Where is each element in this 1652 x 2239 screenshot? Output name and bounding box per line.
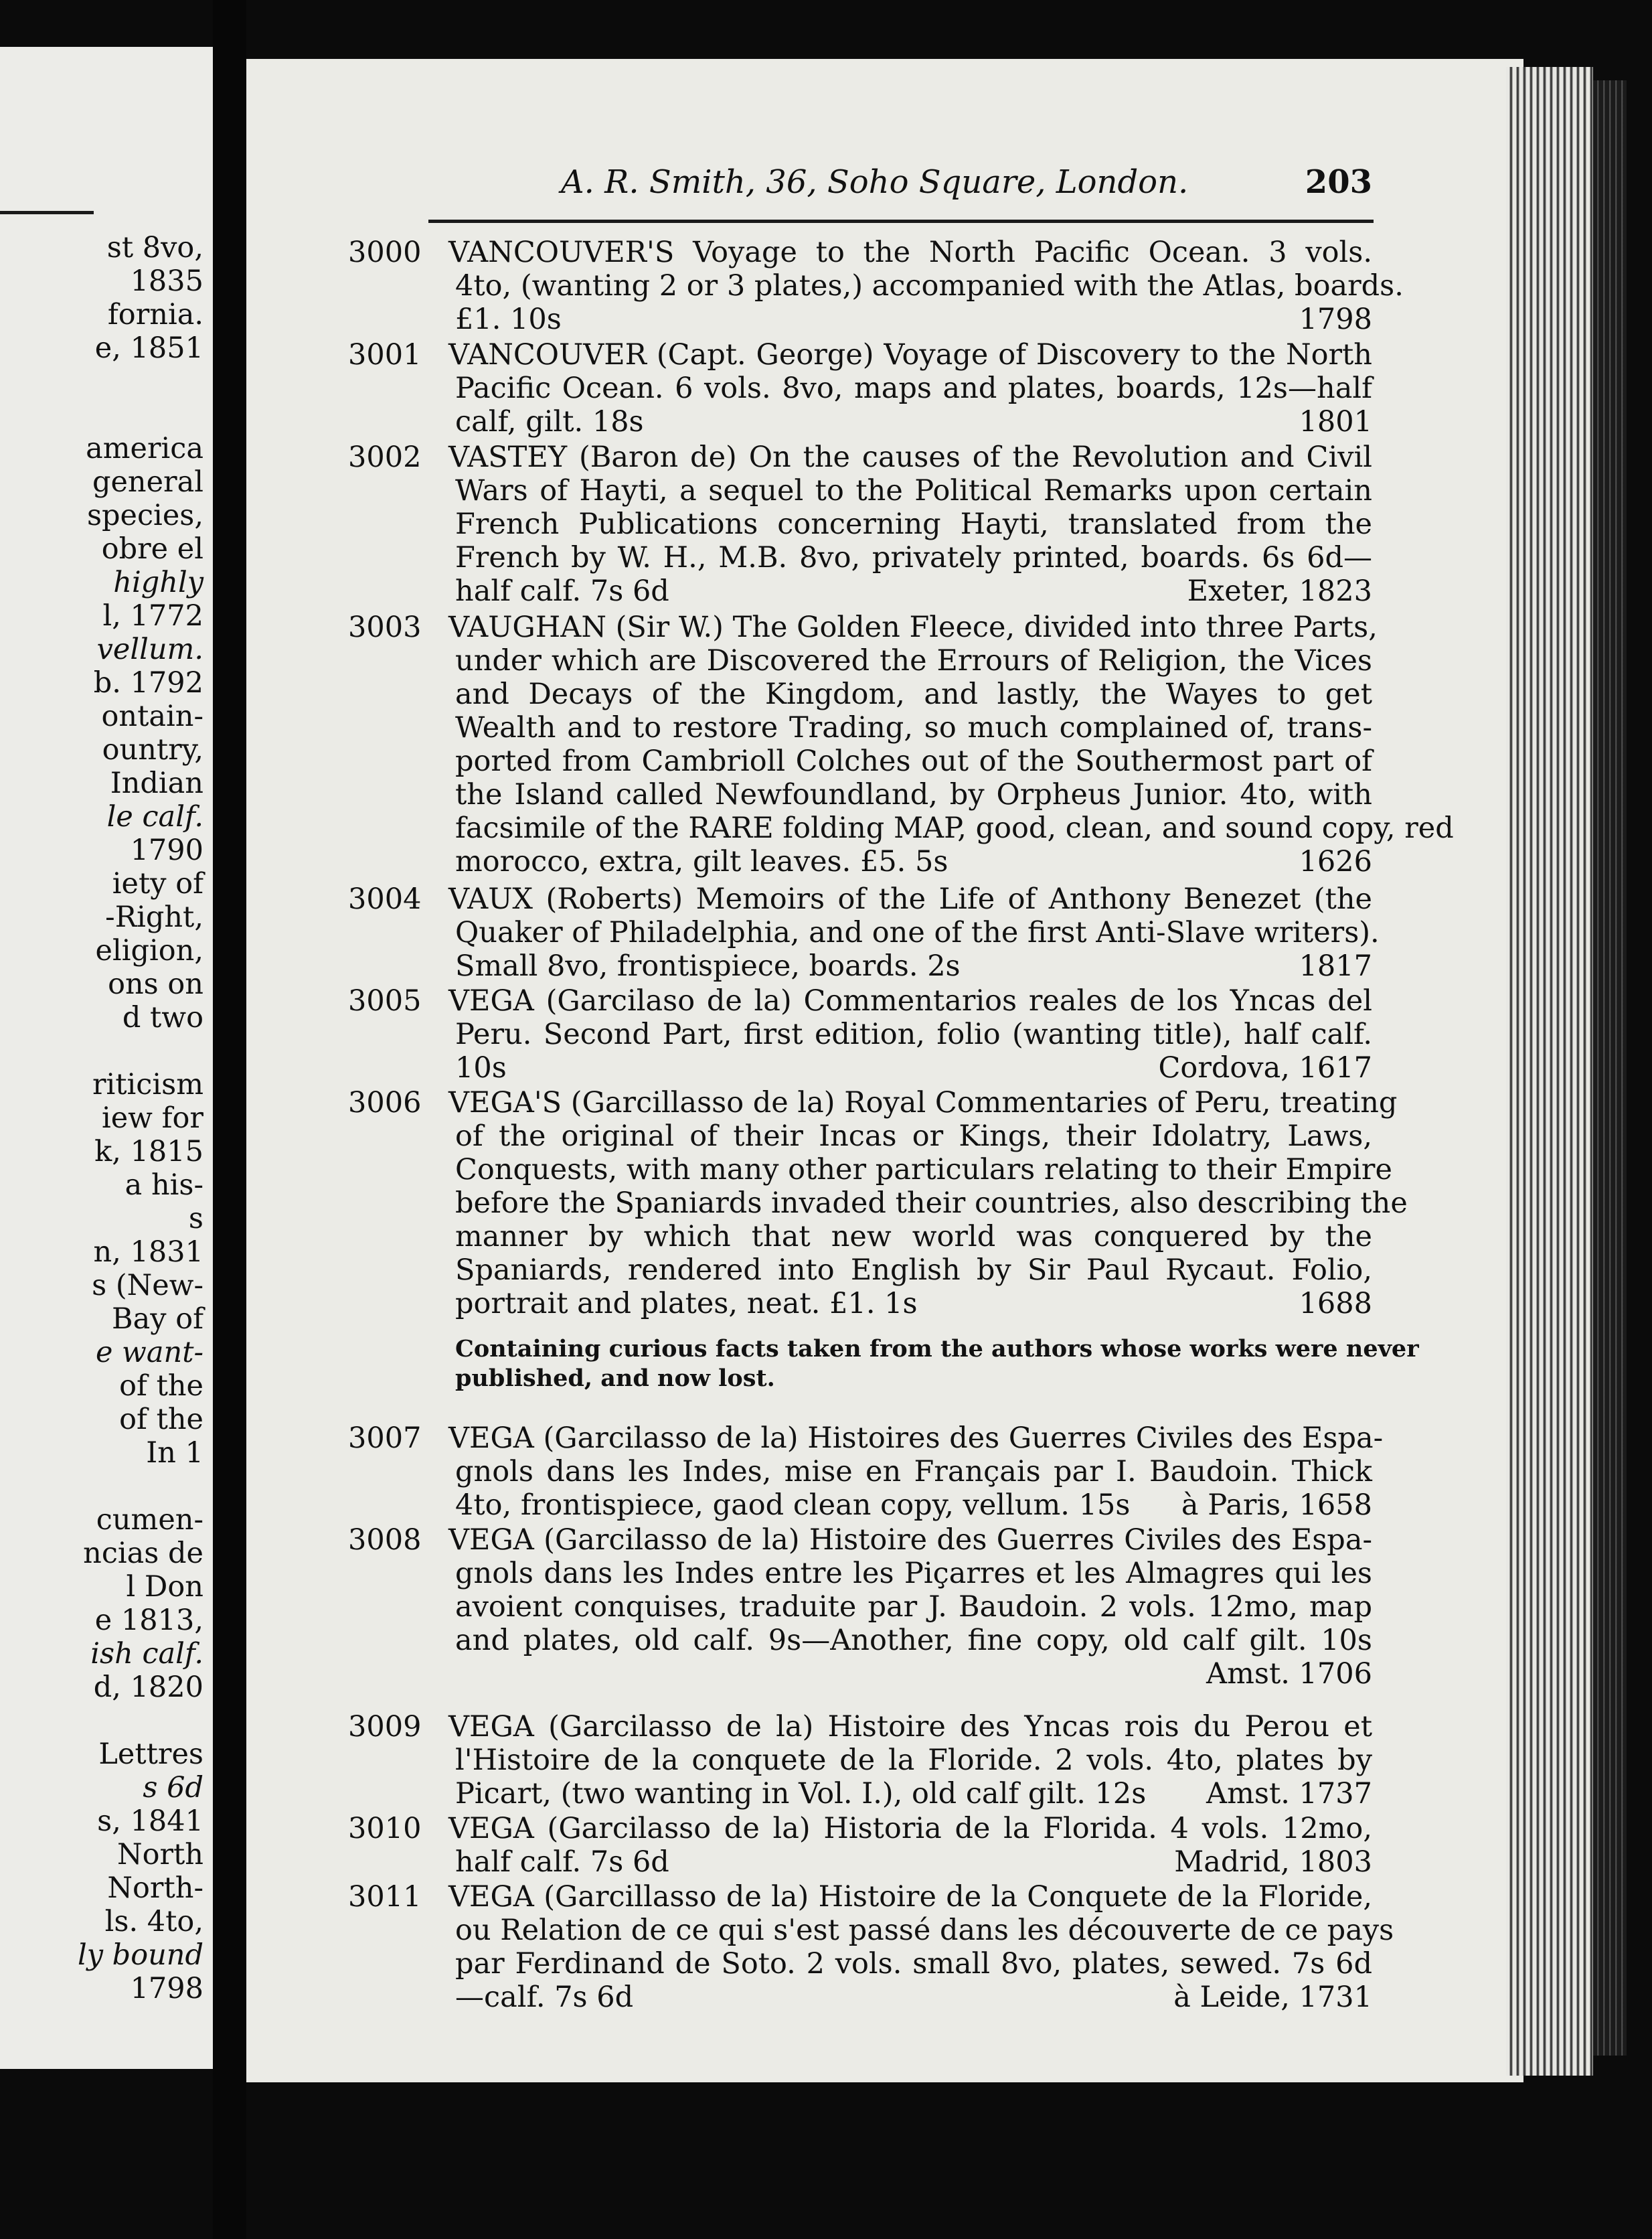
entry-text-line: gnols dans les Indes, mise en Français par I. Baudoin. Thick — [455, 1455, 1372, 1488]
left-page-line: ontain- — [101, 700, 203, 733]
entry-number: 3009 — [348, 1710, 422, 1744]
left-page-line: highly — [113, 566, 203, 599]
entry-text-line: VAUX (Roberts) Memoirs of the Life of Anthony Benezet (the — [448, 882, 1372, 916]
entry-text-line: VASTEY (Baron de) On the causes of the Revolution and Civil — [448, 441, 1372, 474]
entry-number: 3004 — [348, 882, 422, 916]
left-page-line: 1790 — [130, 834, 203, 867]
left-page-line: cumen- — [96, 1503, 203, 1537]
entry-imprint: 1817 — [1299, 949, 1372, 983]
entry-text-line: ou Relation de ce qui s'est passé dans les découverte de ce pays — [455, 1914, 1394, 1947]
entry-text-line: VEGA (Garcilasso de la) Histoire des Yncas rois du Perou et — [448, 1710, 1372, 1744]
entry-text-line: before the Spaniards invaded their countries, also describing the — [455, 1186, 1408, 1220]
entry-text-line: —calf. 7s 6d — [455, 1981, 634, 2014]
left-page-line: 1798 — [130, 1972, 203, 2005]
left-page-line: le calf. — [106, 800, 203, 834]
left-page-line: e, 1851 — [94, 331, 203, 365]
entry-text-line: £1. 10s — [455, 303, 562, 336]
entry-text-line: Small 8vo, frontispiece, boards. 2s — [455, 949, 961, 983]
left-page-line: North — [116, 1838, 203, 1871]
left-page-line: obre el — [101, 532, 203, 566]
entry-text-line: 4to, (wanting 2 or 3 plates,) accompanied with the Atlas, boards. — [455, 269, 1404, 303]
entry-number: 3008 — [348, 1523, 422, 1557]
entry-text-line: Pacific Ocean. 6 vols. 8vo, maps and plates, boards, 12s—half — [455, 372, 1372, 405]
entry-text-line: and Decays of the Kingdom, and lastly, the Wayes to get — [455, 678, 1372, 711]
left-page-line: d, 1820 — [93, 1671, 203, 1704]
left-page-line: l, 1772 — [102, 599, 203, 633]
entry-text-line: facsimile of the RARE folding MAP, good, clean, and sound copy, red — [455, 812, 1454, 845]
left-page-line: s — [188, 1202, 203, 1235]
entry-number: 3000 — [348, 236, 422, 269]
left-page-line: of the — [119, 1403, 203, 1436]
left-page-line: ish calf. — [90, 1637, 203, 1671]
entry-text-line: Wealth and to restore Trading, so much complained of, trans- — [455, 711, 1372, 745]
left-page-line: b. 1792 — [93, 666, 203, 700]
entry-note: Containing curious facts taken from the authors whose works were never — [455, 1335, 1419, 1363]
left-page-line: riticism — [92, 1068, 203, 1101]
entry-imprint: à Leide, 1731 — [1173, 1981, 1372, 2014]
entry-imprint: 1626 — [1299, 845, 1372, 878]
left-page-line: ons on — [108, 968, 203, 1001]
left-page-line: of the — [119, 1369, 203, 1403]
entry-text-line: VEGA'S (Garcillasso de la) Royal Commentaries of Peru, treating — [448, 1086, 1398, 1120]
entry-text-line: gnols dans les Indes entre les Piçarres et les Almagres qui les — [455, 1557, 1372, 1590]
entry-number: 3006 — [348, 1086, 422, 1120]
entry-text-line: French by W. H., M.B. 8vo, privately printed, boards. 6s 6d— — [455, 541, 1372, 574]
left-page-line: s (New- — [92, 1269, 203, 1302]
left-page-line: In 1 — [146, 1436, 203, 1470]
page-number: 203 — [1305, 163, 1372, 201]
entry-text-line: VEGA (Garcilasso de la) Historia de la Florida. 4 vols. 12mo, — [448, 1812, 1372, 1845]
entry-text-line: Peru. Second Part, first edition, folio (wanting title), half calf. — [455, 1018, 1372, 1051]
left-page-line: ly bound — [77, 1938, 203, 1972]
entry-imprint: Amst. 1706 — [1206, 1657, 1372, 1691]
running-head-text: A. R. Smith, 36, Soho Square, London. — [561, 163, 1189, 201]
entry-text-line: manner by which that new world was conquered by the — [455, 1220, 1372, 1253]
entry-text-line: Wars of Hayti, a sequel to the Political Remarks upon certain — [455, 474, 1372, 508]
left-page-line: vellum. — [96, 633, 203, 666]
entry-text-line: avoient conquises, traduite par J. Baudoin. 2 vols. 12mo, map — [455, 1590, 1372, 1624]
entry-imprint: Exeter, 1823 — [1187, 574, 1372, 608]
left-page-line: l Don — [126, 1570, 203, 1604]
entry-text-line: Picart, (two wanting in Vol. I.), old calf gilt. 12s — [455, 1777, 1147, 1810]
entry-number: 3011 — [348, 1880, 422, 1914]
left-page-line: Indian — [110, 767, 203, 800]
left-page-line: iew for — [101, 1101, 203, 1135]
entry-text-line: Conquests, with many other particulars relating to their Empire — [455, 1153, 1392, 1186]
entry-text-line: half calf. 7s 6d — [455, 1845, 669, 1879]
entry-note: published, and now lost. — [455, 1365, 775, 1392]
left-page-line: ls. 4to, — [104, 1905, 203, 1938]
left-page-line: fornia. — [107, 298, 203, 331]
left-page-line: ountry, — [102, 733, 203, 767]
entry-text-line: of the original of their Incas or Kings, their Idolatry, Laws, — [455, 1120, 1372, 1153]
page-edges — [1506, 67, 1593, 2076]
entry-text-line: French Publications concerning Hayti, translated from the — [455, 508, 1372, 541]
entry-number: 3003 — [348, 611, 422, 644]
entry-imprint: 1688 — [1299, 1287, 1372, 1320]
left-page-line: e 1813, — [94, 1604, 203, 1637]
entry-text-line: under which are Discovered the Errours of Religion, the Vices — [455, 644, 1372, 678]
left-page-line: eligion, — [95, 934, 203, 968]
left-page-line: 1835 — [130, 264, 203, 298]
entry-imprint: Madrid, 1803 — [1174, 1845, 1372, 1879]
entry-text-line: VEGA (Garcilasso de la) Histoire des Guerres Civiles des Espa- — [448, 1523, 1372, 1557]
left-page-line: species, — [86, 499, 203, 532]
entry-imprint: à Paris, 1658 — [1181, 1488, 1372, 1522]
entry-text-line: and plates, old calf. 9s—Another, fine copy, old calf gilt. 10s — [455, 1624, 1372, 1657]
header-rule — [428, 220, 1374, 223]
running-head — [561, 163, 1372, 204]
left-page-line: s 6d — [143, 1771, 203, 1804]
entry-text-line: VAUGHAN (Sir W.) The Golden Fleece, divided into three Parts, — [448, 611, 1378, 644]
entry-text-line: 10s — [455, 1051, 507, 1085]
left-page-line: -Right, — [105, 901, 203, 934]
left-page-line: Lettres — [98, 1738, 203, 1771]
left-page-line: ncias de — [83, 1537, 203, 1570]
entry-text-line: 4to, frontispiece, gaod clean copy, vellum. 15s — [455, 1488, 1131, 1522]
entry-imprint: 1798 — [1299, 303, 1372, 336]
entry-text-line: VEGA (Garcilaso de la) Commentarios reales de los Yncas del — [448, 984, 1372, 1018]
entry-text-line: Quaker of Philadelphia, and one of the first Anti-Slave writers). — [455, 916, 1380, 949]
left-page-line: st 8vo, — [106, 231, 203, 264]
entry-text-line: morocco, extra, gilt leaves. £5. 5s — [455, 845, 948, 878]
entry-text-line: VEGA (Garcillasso de la) Histoire de la Conquete de la Floride, — [448, 1880, 1372, 1914]
entry-imprint: Amst. 1737 — [1206, 1777, 1372, 1810]
entry-text-line: l'Histoire de la conquete de la Floride. 2 vols. 4to, plates by — [455, 1744, 1372, 1777]
left-page-line: iety of — [112, 867, 203, 901]
entry-text-line: VANCOUVER'S Voyage to the North Pacific Ocean. 3 vols. — [448, 236, 1372, 269]
left-page-line: general — [92, 465, 203, 499]
entry-text-line: Spaniards, rendered into English by Sir Paul Rycaut. Folio, — [455, 1253, 1372, 1287]
entry-number: 3010 — [348, 1812, 422, 1845]
entry-text-line: ported from Cambrioll Colches out of the Southermost part of — [455, 745, 1372, 778]
left-page-line: d two — [122, 1001, 203, 1034]
book-gutter — [213, 0, 246, 2239]
entry-imprint: Cordova, 1617 — [1158, 1051, 1372, 1085]
entry-text-line: VEGA (Garcilasso de la) Histoires des Guerres Civiles des Espa- — [448, 1421, 1384, 1455]
entry-text-line: calf, gilt. 18s — [455, 405, 644, 439]
entry-imprint: 1801 — [1299, 405, 1372, 439]
left-page-line: america — [86, 432, 203, 465]
left-page-line: e want- — [95, 1336, 203, 1369]
left-page-line: s, 1841 — [97, 1804, 203, 1838]
left-page-line: a his- — [125, 1168, 203, 1202]
entry-text-line: par Ferdinand de Soto. 2 vols. small 8vo, plates, sewed. 7s 6d — [455, 1947, 1372, 1981]
page-edges-shadow — [1593, 80, 1627, 2056]
left-page-line: k, 1815 — [94, 1135, 203, 1168]
entry-text-line: portrait and plates, neat. £1. 1s — [455, 1287, 918, 1320]
left-page-line: North- — [107, 1871, 203, 1905]
entry-text-line: VANCOUVER (Capt. George) Voyage of Discovery to the North — [448, 338, 1372, 372]
left-page-line: Bay of — [112, 1302, 203, 1336]
previous-page-fragment — [0, 47, 213, 2069]
entry-number: 3002 — [348, 441, 422, 474]
left-page-rule — [0, 211, 94, 214]
entry-number: 3005 — [348, 984, 422, 1018]
entry-number: 3007 — [348, 1421, 422, 1455]
entry-text-line: the Island called Newfoundland, by Orpheus Junior. 4to, with — [455, 778, 1372, 812]
left-page-line: n, 1831 — [93, 1235, 203, 1269]
entry-number: 3001 — [348, 338, 422, 372]
entry-text-line: half calf. 7s 6d — [455, 574, 669, 608]
